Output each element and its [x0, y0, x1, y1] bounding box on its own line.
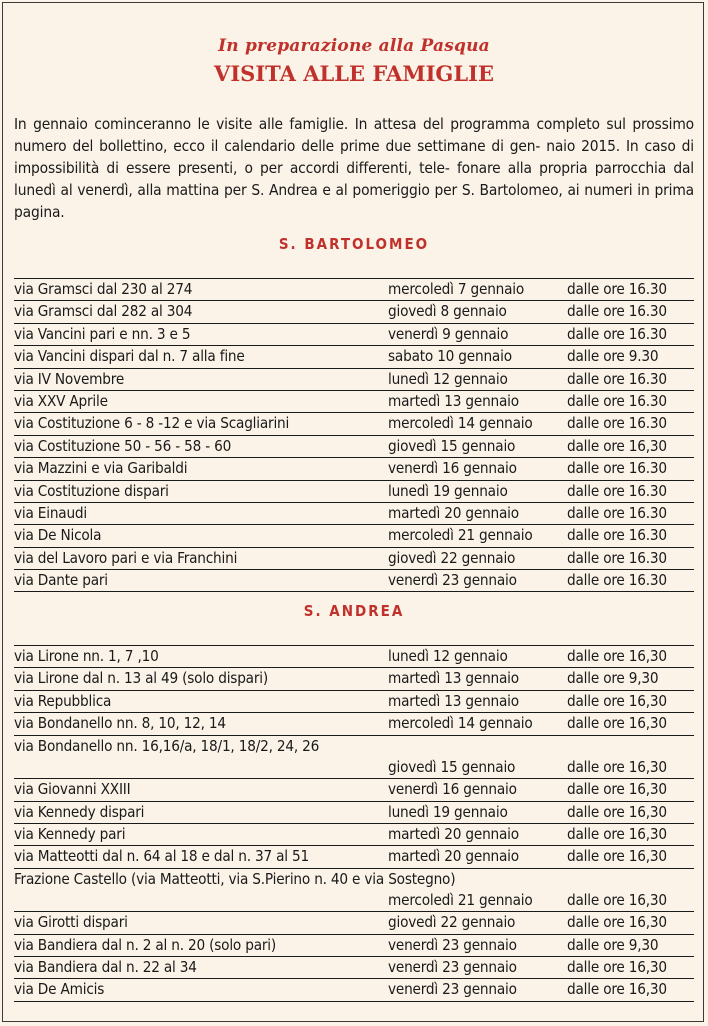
schedule-row — [14, 802, 694, 824]
street-cell: via Bondanello nn. 16,16/a, 18/1, 18/2, 24, 26 — [14, 736, 320, 755]
time-cell: dalle ore 16,30 — [567, 824, 667, 843]
day-cell: giovedì 15 gennaio — [388, 436, 516, 455]
schedule-row — [14, 736, 694, 780]
schedule-row — [14, 369, 694, 391]
schedule-row — [14, 346, 694, 368]
day-cell: lunedì 19 gennaio — [388, 481, 508, 500]
time-cell: dalle ore 16.30 — [567, 481, 667, 500]
day-cell: mercoledì 14 gennaio — [388, 414, 533, 433]
day-cell: venerdì 23 gennaio — [388, 958, 517, 977]
time-cell: dalle ore 16.30 — [567, 526, 667, 545]
time-cell: dalle ore 9,30 — [567, 669, 659, 688]
schedule-row — [14, 503, 694, 525]
street-cell: Frazione Castello (via Matteotti, via S.Pierino n. 40 e via Sostegno) — [14, 869, 456, 888]
street-cell: via De Nicola — [14, 526, 102, 545]
street-cell: via XXV Aprile — [14, 391, 108, 410]
intro-line: fonare alla propria parrocchia dal lunedì al venerdì, alla mattina per S. Andrea e al — [14, 159, 695, 199]
time-cell: dalle ore 16,30 — [567, 691, 667, 710]
street-cell: via Bondanello nn. 8, 10, 12, 14 — [14, 714, 226, 733]
time-cell: dalle ore 16.30 — [567, 280, 667, 298]
street-cell: via Gramsci dal 230 al 274 — [14, 280, 193, 298]
schedule-row — [14, 713, 694, 735]
street-cell: via del Lavoro pari e via Franchini — [14, 548, 238, 567]
section-heading-andrea: S. ANDREA — [303, 602, 405, 620]
intro-line: naio 2015. In caso di impossibilità di essere presenti, o per accordi differenti, tele- — [14, 137, 694, 177]
schedule-row — [14, 912, 694, 934]
time-cell: dalle ore 16.30 — [567, 302, 667, 321]
street-cell: via Repubblica — [14, 691, 112, 710]
schedule-row — [14, 301, 694, 323]
time-cell: dalle ore 16,30 — [567, 847, 667, 866]
day-cell: sabato 10 gennaio — [388, 347, 512, 366]
section-heading-bartolomeo: S. BARTOLOMEO — [278, 235, 430, 253]
street-cell: via Girotti dispari — [14, 913, 128, 932]
street-cell: via Dante pari — [14, 571, 108, 590]
schedule-row — [14, 824, 694, 846]
time-cell: dalle ore 16.30 — [567, 503, 667, 522]
schedule-row — [14, 957, 694, 979]
day-cell: martedì 20 gennaio — [388, 503, 519, 522]
street-cell: via Einaudi — [14, 503, 87, 522]
day-cell: venerdì 16 gennaio — [388, 459, 517, 478]
time-cell: dalle ore 16,30 — [567, 891, 667, 910]
time-cell: dalle ore 16,30 — [567, 647, 667, 665]
street-cell: via Vancini pari e nn. 3 e 5 — [14, 324, 191, 343]
day-cell: mercoledì 21 gennaio — [388, 891, 533, 910]
time-cell: dalle ore 16.30 — [567, 571, 667, 590]
street-cell: via Kennedy pari — [14, 824, 126, 843]
street-cell: via Bandiera dal n. 2 al n. 20 (solo pari) — [14, 935, 277, 954]
schedule-row — [14, 869, 694, 913]
time-cell: dalle ore 16,30 — [567, 802, 667, 821]
intro-line: In gennaio cominceranno le visite alle famiglie. In attesa del programma completo sul — [14, 115, 626, 133]
schedule-row — [14, 935, 694, 957]
schedule-table-bartolomeo — [14, 278, 694, 592]
time-cell: dalle ore 16,30 — [567, 436, 667, 455]
schedule-row — [14, 691, 694, 713]
day-cell: martedì 20 gennaio — [388, 847, 519, 866]
street-cell: via Costituzione dispari — [14, 481, 169, 500]
day-cell: mercoledì 14 gennaio — [388, 714, 533, 733]
schedule-row — [14, 548, 694, 570]
street-cell: via Giovanni XXIII — [14, 780, 131, 799]
street-cell: via IV Novembre — [14, 369, 125, 388]
time-cell: dalle ore 16.30 — [567, 414, 667, 433]
schedule-table-andrea — [14, 645, 694, 1002]
day-cell: giovedì 22 gennaio — [388, 913, 516, 932]
day-cell: martedì 13 gennaio — [388, 391, 519, 410]
time-cell: dalle ore 16,30 — [567, 780, 667, 799]
day-cell: venerdì 23 gennaio — [388, 980, 517, 999]
time-cell: dalle ore 16,30 — [567, 913, 667, 932]
time-cell: dalle ore 9,30 — [567, 935, 659, 954]
day-cell: venerdì 23 gennaio — [388, 935, 517, 954]
street-cell: via De Amicis — [14, 980, 105, 999]
day-cell: venerdì 16 gennaio — [388, 780, 517, 799]
time-cell: dalle ore 16.30 — [567, 391, 667, 410]
schedule-row — [14, 668, 694, 690]
day-cell: martedì 13 gennaio — [388, 691, 519, 710]
street-cell: via Gramsci dal 282 al 304 — [14, 302, 193, 321]
street-cell: via Bandiera dal n. 22 al 34 — [14, 958, 197, 977]
street-cell: via Matteotti dal n. 64 al 18 e dal n. 37 al 51 — [14, 847, 310, 866]
street-cell: via Costituzione 50 - 56 - 58 - 60 — [14, 436, 232, 455]
intro-line: pomeriggio per S. Bartolomeo, ai numeri in prima pagina. — [14, 181, 694, 221]
day-cell: lunedì 12 gennaio — [388, 647, 508, 665]
day-cell: martedì 13 gennaio — [388, 669, 519, 688]
day-cell: lunedì 19 gennaio — [388, 802, 508, 821]
time-cell: dalle ore 16,30 — [567, 958, 667, 977]
schedule-row — [14, 279, 694, 301]
schedule-row — [14, 413, 694, 435]
schedule-row — [14, 324, 694, 346]
schedule-row — [14, 979, 694, 1001]
day-cell: giovedì 8 gennaio — [388, 302, 507, 321]
schedule-row — [14, 458, 694, 480]
street-cell: via Vancini dispari dal n. 7 alla fine — [14, 347, 245, 366]
time-cell: dalle ore 16.30 — [567, 324, 667, 343]
schedule-row — [14, 646, 694, 668]
street-cell: via Lirone nn. 1, 7 ,10 — [14, 647, 159, 665]
intro-paragraph — [14, 113, 694, 223]
time-cell: dalle ore 16,30 — [567, 714, 667, 733]
time-cell: dalle ore 16.30 — [567, 548, 667, 567]
time-cell: dalle ore 16,30 — [567, 758, 667, 777]
schedule-row — [14, 779, 694, 801]
street-cell: via Kennedy dispari — [14, 802, 145, 821]
day-cell: giovedì 15 gennaio — [388, 758, 516, 777]
page-subtitle: In preparazione alla Pasqua — [218, 36, 490, 56]
page-title: VISITA ALLE FAMIGLIE — [214, 61, 494, 86]
schedule-row — [14, 436, 694, 458]
schedule-row — [14, 846, 694, 868]
day-cell: mercoledì 21 gennaio — [388, 526, 533, 545]
schedule-row — [14, 481, 694, 503]
schedule-row — [14, 525, 694, 547]
street-cell: via Lirone dal n. 13 al 49 (solo dispari) — [14, 669, 268, 688]
day-cell: lunedì 12 gennaio — [388, 369, 508, 388]
day-cell: venerdì 23 gennaio — [388, 571, 517, 590]
street-cell: via Costituzione 6 - 8 -12 e via Scagliarini — [14, 414, 290, 433]
day-cell: giovedì 22 gennaio — [388, 548, 516, 567]
time-cell: dalle ore 16.30 — [567, 369, 667, 388]
time-cell: dalle ore 9.30 — [567, 347, 659, 366]
time-cell: dalle ore 16.30 — [567, 459, 667, 478]
day-cell: mercoledì 7 gennaio — [388, 280, 525, 298]
schedule-row — [14, 391, 694, 413]
schedule-row — [14, 570, 694, 592]
street-cell: via Mazzini e via Garibaldi — [14, 459, 188, 478]
time-cell: dalle ore 16,30 — [567, 980, 667, 999]
intro-line: prossimo numero del bollettino, ecco il calendario delle prime due settimane di gen- — [14, 115, 695, 155]
day-cell: venerdì 9 gennaio — [388, 324, 509, 343]
day-cell: martedì 20 gennaio — [388, 824, 519, 843]
